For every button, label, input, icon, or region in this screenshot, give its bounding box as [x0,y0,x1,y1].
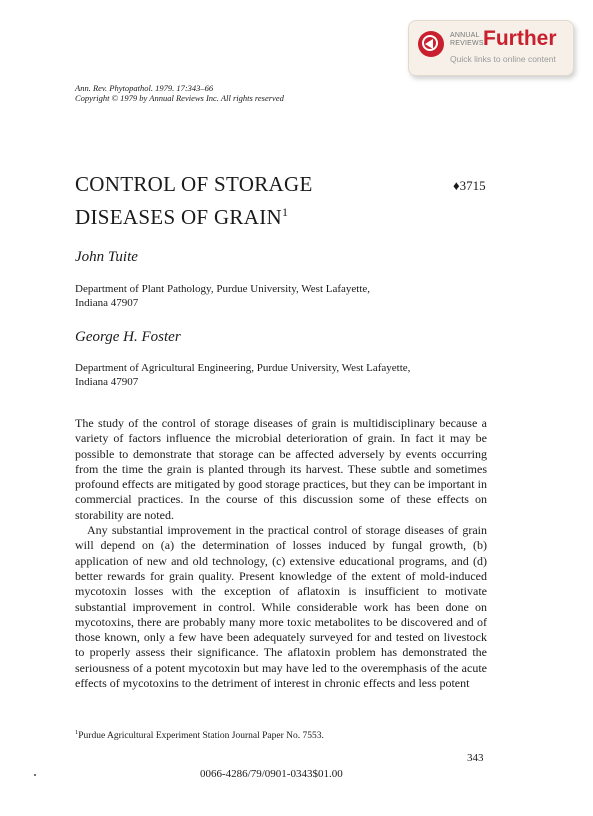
badge-further-label: Further [483,27,557,50]
article-body [75,416,487,691]
footnote-mark: 1 [75,729,79,736]
article-code: ♦3715 [453,178,486,193]
further-badge[interactable] [408,20,574,76]
badge-tagline: Quick links to online content [450,54,556,64]
author-affiliation-1 [75,282,495,310]
affiliation-2-line-1: Department of Agricultural Engineering, Purdue University, West Lafayette, [75,362,411,374]
title-line-2 [75,198,415,231]
page-number: 343 [467,752,484,764]
footnote [75,729,487,741]
title-line-2-text: DISEASES OF GRAIN [75,205,282,229]
journal-copyright: Copyright © 1979 by Annual Reviews Inc. All rights reserved [75,93,284,103]
article-title [75,170,415,231]
title-footnote-mark: 1 [281,205,289,219]
affiliation-2-line-2: Indiana 47907 [75,376,139,388]
further-arrow-icon [418,31,444,57]
author-name-2: George H. Foster [75,329,181,345]
margin-dot [34,774,36,776]
footnote-text: Purdue Agricultural Experiment Station Journal Paper No. 7553. [78,731,324,742]
affiliation-1-line-2: Indiana 47907 [75,297,139,309]
badge-annual-label: ANNUAL [450,32,480,39]
author-name-1: John Tuite [75,249,138,265]
affiliation-1-line-1: Department of Plant Pathology, Purdue University, West Lafayette, [75,283,371,295]
title-line-1: CONTROL OF STORAGE [75,172,313,196]
badge-reviews-label: REVIEWS [450,40,484,47]
journal-citation: Ann. Rev. Phytopathol. 1979. 17:343–66 [75,83,214,93]
body-paragraph-2: Any substantial improvement in the practical control of storage diseases of grain will depend on (a) the determination of losses induced by fungal growth, (b) application of new and old technology, (c) extensive educational programs, and (d) better rewards for grain quality. Present knowledge of the extent of mold-induced mycotoxin losses with the exception of aflatoxin is insufficient to motivate substantial improvement in control. While considerable work has been done on mycotoxins, there are probably many more toxic metabolites to be discovered and of those known, only a few have been adequately surveyed for and tested on livestock to properly assess their significance. The aflatoxin problem has demonstrated the seriousness of a potent mycotoxin but may have led to the overemphasis of the acute effects of mycotoxins to the detriment of interest in chronic effects and less potent [75,523,487,691]
body-paragraph-1: The study of the control of storage diseases of grain is multidisciplinary because a variety of factors influence the microbial deterioration of grain. In fact it may be possible to demonstrate that storage can be affected adversely by events occurring from the time the grain is planted through its harvest. These subtle and sometimes profound effects are mitigated by good storage practices, but they can be important in commercial practices. In the course of this discussion some of these effects on storability are noted. [75,416,487,522]
journal-header [75,83,284,103]
price-code: 0066-4286/79/0901-0343$01.00 [200,768,343,780]
author-affiliation-2 [75,361,495,389]
